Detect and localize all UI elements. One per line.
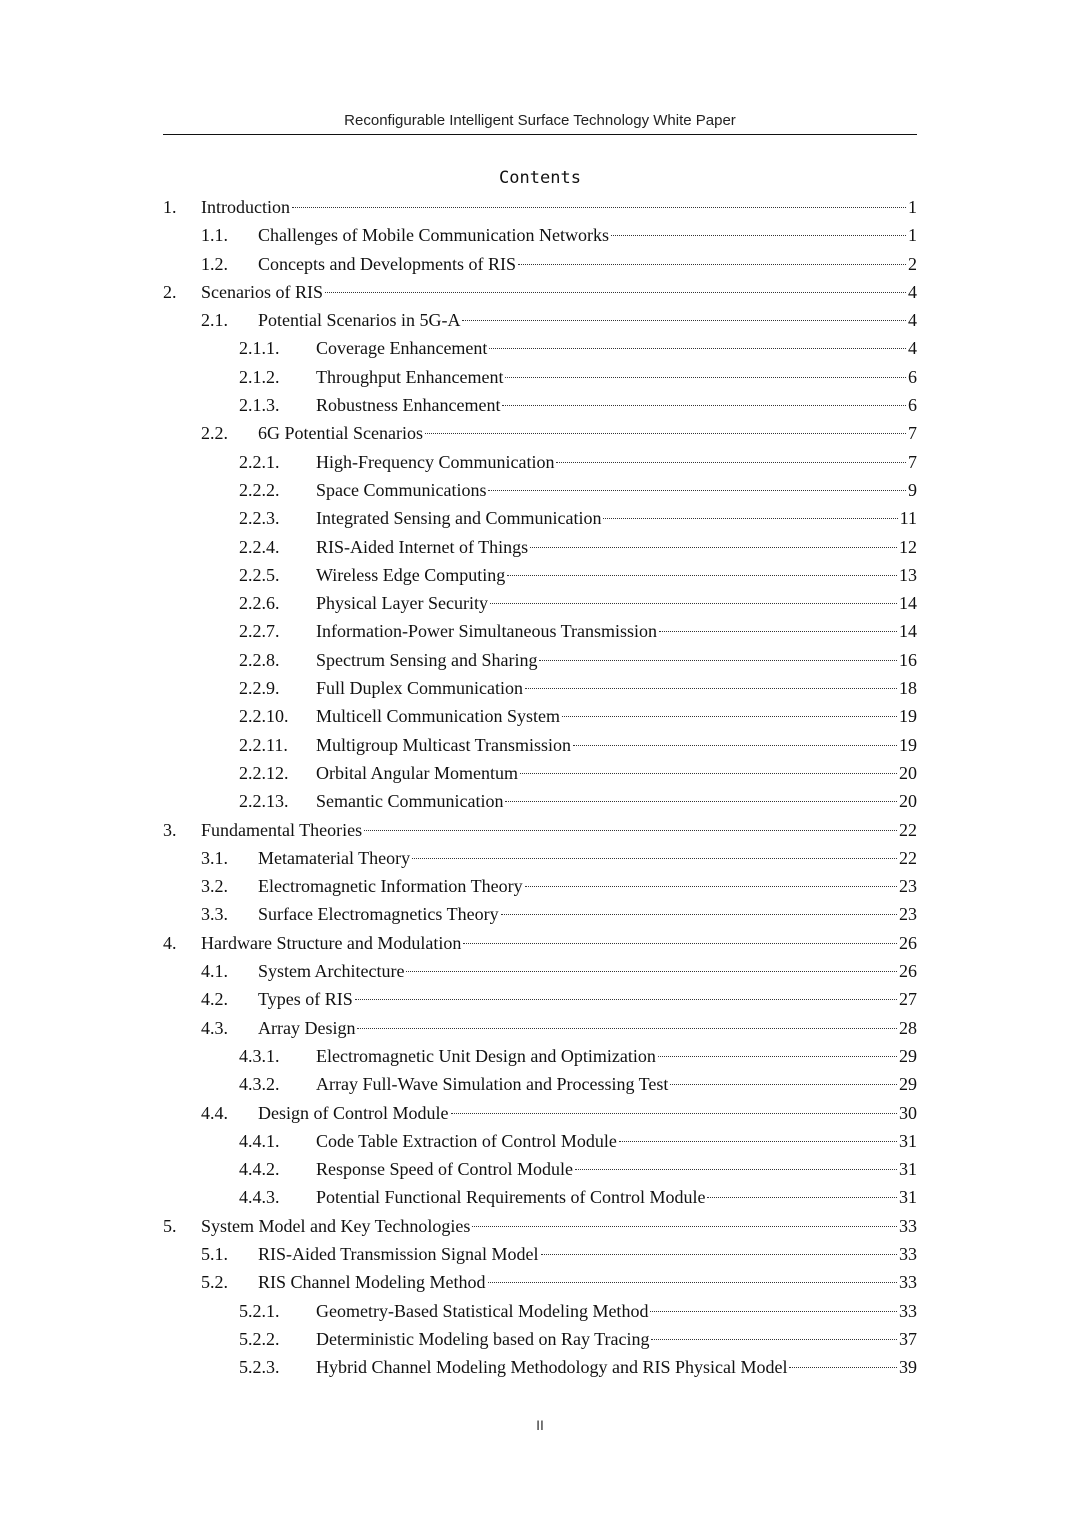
toc-entry[interactable]	[163, 334, 917, 362]
toc-entry-row	[316, 617, 917, 645]
dot-leader	[463, 943, 897, 944]
dot-leader	[541, 1254, 897, 1255]
toc-entry-page: 33	[899, 1300, 917, 1321]
dot-leader	[651, 1339, 897, 1340]
toc-entry-title: Metamaterial Theory	[258, 847, 411, 868]
toc-entry-page: 12	[899, 536, 917, 557]
toc-entry-title: Throughput Enhancement	[316, 366, 504, 387]
dot-leader	[650, 1311, 897, 1312]
toc-entry[interactable]	[163, 504, 917, 532]
toc-entry-title: Electromagnetic Unit Design and Optimization	[316, 1045, 656, 1066]
toc-entry-page: 19	[899, 706, 917, 727]
toc-entry-page: 4	[908, 281, 917, 302]
toc-entry[interactable]	[163, 1268, 917, 1296]
toc-entry-page: 4	[908, 338, 917, 359]
dot-leader	[501, 914, 897, 915]
toc-entry-number: 4.4.2.	[239, 1159, 280, 1180]
toc-entry-title: Design of Control Module	[258, 1102, 449, 1123]
toc-entry[interactable]	[163, 1099, 917, 1127]
toc-entry-page: 18	[899, 678, 917, 699]
toc-entry-row	[316, 1070, 917, 1098]
toc-entry-page: 22	[899, 819, 917, 840]
toc-entry-number: 2.2.1.	[239, 451, 280, 472]
toc-entry-title: Scenarios of RIS	[201, 281, 323, 302]
toc-entry[interactable]	[163, 1353, 917, 1381]
toc-entry-page: 4	[908, 310, 917, 331]
dot-leader	[412, 858, 897, 859]
toc-entry-title: Multigroup Multicast Transmission	[316, 734, 572, 755]
toc-entry[interactable]	[163, 1014, 917, 1042]
toc-entry[interactable]	[163, 617, 917, 645]
toc-entry-number: 4.	[163, 932, 177, 953]
dot-leader	[488, 1282, 898, 1283]
toc-entry-row	[316, 674, 917, 702]
toc-entry-title: Concepts and Developments of RIS	[258, 253, 516, 274]
toc-entry-page: 6	[908, 366, 917, 387]
toc-entry-page: 22	[899, 847, 917, 868]
toc-entry-row	[201, 193, 917, 221]
toc-entry-page: 29	[899, 1074, 917, 1095]
dot-leader	[472, 1226, 897, 1227]
toc-entry-number: 2.2.3.	[239, 508, 280, 529]
toc-entry-title: Spectrum Sensing and Sharing	[316, 649, 538, 670]
dot-leader	[789, 1367, 897, 1368]
toc-entry-title: Code Table Extraction of Control Module	[316, 1130, 617, 1151]
toc-entry-row	[258, 872, 917, 900]
toc-entry-page: 14	[899, 621, 917, 642]
dot-leader	[502, 405, 906, 406]
toc-entry-title: Physical Layer Security	[316, 593, 488, 614]
toc-entry[interactable]	[163, 448, 917, 476]
toc-entry-page: 33	[899, 1243, 917, 1264]
toc-entry[interactable]	[163, 816, 917, 844]
toc-entry-row	[316, 1353, 917, 1381]
toc-entry-row	[201, 929, 917, 957]
toc-entry-number: 3.2.	[201, 876, 228, 897]
toc-entry[interactable]	[163, 589, 917, 617]
toc-entry[interactable]	[163, 1212, 917, 1240]
toc-entry[interactable]	[163, 900, 917, 928]
toc-entry-row	[316, 787, 917, 815]
toc-entry-page: 19	[899, 734, 917, 755]
dot-leader	[562, 716, 897, 717]
dot-leader	[530, 547, 897, 548]
dot-leader	[520, 773, 897, 774]
dot-leader	[292, 207, 906, 208]
toc-entry-title: Full Duplex Communication	[316, 678, 523, 699]
dot-leader	[451, 1113, 898, 1114]
toc-entry-title: Hardware Structure and Modulation	[201, 932, 462, 953]
toc-entry-title: Response Speed of Control Module	[316, 1159, 573, 1180]
toc-entry-row	[258, 1014, 917, 1042]
toc-entry-row	[258, 1240, 917, 1268]
toc-entry-title: Array Design	[258, 1017, 356, 1038]
dot-leader	[406, 971, 897, 972]
toc-entry[interactable]	[163, 306, 917, 334]
toc-entry[interactable]	[163, 250, 917, 278]
toc-entry-page: 31	[899, 1187, 917, 1208]
toc-entry-title: Challenges of Mobile Communication Networks	[258, 225, 609, 246]
toc-entry-number: 4.3.	[201, 1017, 228, 1038]
dot-leader	[539, 660, 897, 661]
dot-leader	[488, 490, 906, 491]
toc-entry-page: 7	[908, 451, 917, 472]
toc-entry-page: 26	[899, 932, 917, 953]
toc-entry-row	[316, 334, 917, 362]
toc-entry-number: 4.1.	[201, 961, 228, 982]
toc-entry-number: 2.2.2.	[239, 479, 280, 500]
toc-entry-row	[258, 419, 917, 447]
toc-entry-number: 2.	[163, 281, 177, 302]
toc-entry-title: Fundamental Theories	[201, 819, 363, 840]
toc-entry-page: 31	[899, 1159, 917, 1180]
toc-entry[interactable]	[163, 985, 917, 1013]
toc-entry-row	[316, 702, 917, 730]
toc-entry-page: 1	[908, 225, 917, 246]
toc-entry-number: 2.2.9.	[239, 678, 280, 699]
dot-leader	[603, 518, 897, 519]
toc-entry[interactable]	[163, 1070, 917, 1098]
toc-entry[interactable]	[163, 278, 917, 306]
dot-leader	[619, 1141, 897, 1142]
toc-entry-page: 33	[899, 1215, 917, 1236]
toc-entry-number: 4.4.1.	[239, 1130, 280, 1151]
toc-entry[interactable]	[163, 1042, 917, 1070]
dot-leader	[670, 1084, 897, 1085]
toc-entry[interactable]	[163, 1240, 917, 1268]
toc-entry-number: 2.2.	[201, 423, 228, 444]
toc-entry[interactable]	[163, 193, 917, 221]
toc-entry-title: Semantic Communication	[316, 791, 504, 812]
dot-leader	[556, 462, 906, 463]
toc-entry[interactable]	[163, 1325, 917, 1353]
toc-entry-title: System Architecture	[258, 961, 405, 982]
toc-entry[interactable]	[163, 674, 917, 702]
toc-entry-row	[316, 448, 917, 476]
toc-entry[interactable]	[163, 363, 917, 391]
dot-leader	[575, 1169, 897, 1170]
toc-entry-page: 20	[899, 762, 917, 783]
toc-entry-number: 1.1.	[201, 225, 228, 246]
toc-entry-page: 14	[899, 593, 917, 614]
toc-entry[interactable]	[163, 844, 917, 872]
toc-entry-page: 20	[899, 791, 917, 812]
toc-entry-title: Potential Functional Requirements of Control Module	[316, 1187, 706, 1208]
toc-entry-title: RIS Channel Modeling Method	[258, 1272, 486, 1293]
toc-entry-title: Orbital Angular Momentum	[316, 762, 518, 783]
toc-entry-row	[316, 533, 917, 561]
dot-leader	[611, 235, 906, 236]
dot-leader	[505, 801, 897, 802]
toc-entry-number: 1.2.	[201, 253, 228, 274]
toc-entry-title: System Model and Key Technologies	[201, 1215, 471, 1236]
toc-entry-title: Coverage Enhancement	[316, 338, 488, 359]
page-number: II	[536, 1417, 544, 1433]
toc-entry-row	[258, 306, 917, 334]
toc-entry-page: 30	[899, 1102, 917, 1123]
toc-entry-title: Integrated Sensing and Communication	[316, 508, 602, 529]
toc-entry-number: 2.1.	[201, 310, 228, 331]
toc-entry-row	[258, 1268, 917, 1296]
toc-entry[interactable]	[163, 872, 917, 900]
toc-entry-number: 2.2.5.	[239, 564, 280, 585]
toc-entry-row	[258, 985, 917, 1013]
toc-entry-row	[316, 589, 917, 617]
toc-entry-row	[201, 1212, 917, 1240]
toc-entry-row	[316, 561, 917, 589]
toc-entry-page: 7	[908, 423, 917, 444]
dot-leader	[364, 830, 897, 831]
toc-entry-title: High-Frequency Communication	[316, 451, 555, 472]
toc-entry[interactable]	[163, 957, 917, 985]
toc-entry-number: 4.3.1.	[239, 1045, 280, 1066]
toc-entry-number: 2.1.1.	[239, 338, 280, 359]
toc-entry[interactable]	[163, 731, 917, 759]
toc-entry-title: Potential Scenarios in 5G-A	[258, 310, 461, 331]
toc-entry-number: 5.	[163, 1215, 177, 1236]
toc-entry-page: 27	[899, 989, 917, 1010]
toc-entry-row	[316, 1127, 917, 1155]
dot-leader	[573, 745, 897, 746]
dot-leader	[325, 292, 906, 293]
toc-entry[interactable]	[163, 391, 917, 419]
toc-entry-number: 2.2.7.	[239, 621, 280, 642]
toc-entry-title: Information-Power Simultaneous Transmission	[316, 621, 657, 642]
toc-entry-row	[258, 957, 917, 985]
dot-leader	[425, 433, 906, 434]
toc-entry[interactable]	[163, 476, 917, 504]
toc-entry-row	[316, 1183, 917, 1211]
toc-entry-row	[316, 759, 917, 787]
dot-leader	[355, 999, 897, 1000]
toc-entry-row	[258, 221, 917, 249]
toc-entry-number: 2.1.2.	[239, 366, 280, 387]
toc-entry-row	[316, 646, 917, 674]
toc-entry-number: 5.1.	[201, 1243, 228, 1264]
running-header: Reconfigurable Intelligent Surface Technology White Paper	[344, 112, 736, 129]
toc-entry-title: Introduction	[201, 197, 290, 217]
toc-entry-number: 4.2.	[201, 989, 228, 1010]
toc-entry-title: Wireless Edge Computing	[316, 564, 506, 585]
dot-leader	[357, 1028, 897, 1029]
dot-leader	[525, 886, 897, 887]
toc-entry-title: Electromagnetic Information Theory	[258, 876, 523, 897]
toc-entry-page: 26	[899, 961, 917, 982]
toc-entry[interactable]	[163, 1155, 917, 1183]
dot-leader	[505, 377, 906, 378]
toc-entry-title: Hybrid Channel Modeling Methodology and RIS Physical Model	[316, 1357, 788, 1378]
toc-entry[interactable]	[163, 646, 917, 674]
toc-entry-row	[316, 1297, 917, 1325]
toc-entry[interactable]	[163, 533, 917, 561]
toc-entry-number: 2.1.3.	[239, 395, 280, 416]
dot-leader	[525, 688, 897, 689]
toc-entry-row	[201, 816, 917, 844]
toc-entry-number: 2.2.11.	[239, 734, 288, 755]
toc-entry-number: 4.4.3.	[239, 1187, 280, 1208]
toc-entry-number: 2.2.8.	[239, 649, 280, 670]
toc-entry-title: Deterministic Modeling based on Ray Tracing	[316, 1328, 650, 1349]
toc-entry-row	[316, 476, 917, 504]
toc-entry[interactable]	[163, 1297, 917, 1325]
toc-entry-number: 2.2.10.	[239, 706, 289, 727]
toc-entry-title: Robustness Enhancement	[316, 395, 501, 416]
dot-leader	[462, 320, 906, 321]
toc-entry-number: 4.3.2.	[239, 1074, 280, 1095]
toc-entry-page: 9	[908, 479, 917, 500]
toc-entry-number: 2.2.12.	[239, 762, 289, 783]
toc-entry[interactable]	[163, 561, 917, 589]
toc-entry-title: Surface Electromagnetics Theory	[258, 904, 499, 925]
toc-entry-page: 2	[908, 253, 917, 274]
toc-entry-page: 1	[908, 197, 917, 217]
toc-entry-title: RIS-Aided Internet of Things	[316, 536, 529, 557]
dot-leader	[658, 1056, 897, 1057]
toc-entry-row	[316, 1042, 917, 1070]
toc-entry[interactable]	[163, 929, 917, 957]
toc-entry-number: 5.2.2.	[239, 1328, 280, 1349]
toc-entry-title: Space Communications	[316, 479, 487, 500]
toc-entry-page: 11	[899, 508, 917, 529]
toc-entry[interactable]	[163, 787, 917, 815]
toc-entry-title: Types of RIS	[258, 989, 353, 1010]
toc-entry-number: 3.	[163, 819, 177, 840]
toc-entry-page: 23	[899, 904, 917, 925]
toc-entry[interactable]	[163, 759, 917, 787]
toc-entry-page: 16	[899, 649, 917, 670]
toc-entry-row	[258, 1099, 917, 1127]
toc-entry-number: 5.2.3.	[239, 1357, 280, 1378]
header-divider	[163, 134, 917, 135]
toc-entry-page: 29	[899, 1045, 917, 1066]
toc-heading: Contents	[499, 168, 581, 188]
toc-entry-page: 33	[899, 1272, 917, 1293]
toc-entry-title: 6G Potential Scenarios	[258, 423, 423, 444]
dot-leader	[507, 575, 897, 576]
toc-entry-number: 3.1.	[201, 847, 228, 868]
dot-leader	[707, 1197, 897, 1198]
toc-entry-number: 4.4.	[201, 1102, 228, 1123]
toc-entry-title: Multicell Communication System	[316, 706, 560, 727]
toc-entry-row	[258, 900, 917, 928]
toc-entry-number: 5.2.1.	[239, 1300, 280, 1321]
toc-entry-number: 2.2.6.	[239, 593, 280, 614]
toc-entry-page: 28	[899, 1017, 917, 1038]
toc-entry[interactable]	[163, 221, 917, 249]
toc-entry-page: 39	[899, 1357, 917, 1378]
toc-entry-number: 1.	[163, 197, 177, 217]
toc-entry-row	[201, 278, 917, 306]
toc-entry-row	[258, 250, 917, 278]
toc-entry-number: 5.2.	[201, 1272, 228, 1293]
toc-entry-row	[316, 504, 917, 532]
toc-entry-title: Geometry-Based Statistical Modeling Method	[316, 1300, 649, 1321]
toc-entry-page: 6	[908, 395, 917, 416]
toc-entry[interactable]	[163, 1183, 917, 1211]
toc-entry-title: Array Full-Wave Simulation and Processing Test	[316, 1074, 669, 1095]
toc-entry-page: 13	[899, 564, 917, 585]
toc-entry-row	[316, 731, 917, 759]
toc-entry-page: 31	[899, 1130, 917, 1151]
toc-entry-row	[258, 844, 917, 872]
toc-entry-number: 2.2.13.	[239, 791, 289, 812]
toc-entry[interactable]	[163, 702, 917, 730]
dot-leader	[659, 631, 897, 632]
toc-entry-number: 2.2.4.	[239, 536, 280, 557]
dot-leader	[489, 348, 906, 349]
toc-entry-row	[316, 363, 917, 391]
toc-entry[interactable]	[163, 419, 917, 447]
toc-entry-row	[316, 1325, 917, 1353]
dot-leader	[518, 264, 906, 265]
toc-entry[interactable]	[163, 1127, 917, 1155]
dot-leader	[490, 603, 897, 604]
toc-entry-page: 37	[899, 1328, 917, 1349]
toc-entry-number: 3.3.	[201, 904, 228, 925]
toc-entry-title: RIS-Aided Transmission Signal Model	[258, 1243, 539, 1264]
toc-entry-row	[316, 1155, 917, 1183]
toc-entry-row	[316, 391, 917, 419]
toc-entry-page: 23	[899, 876, 917, 897]
table-of-contents	[163, 193, 917, 1381]
